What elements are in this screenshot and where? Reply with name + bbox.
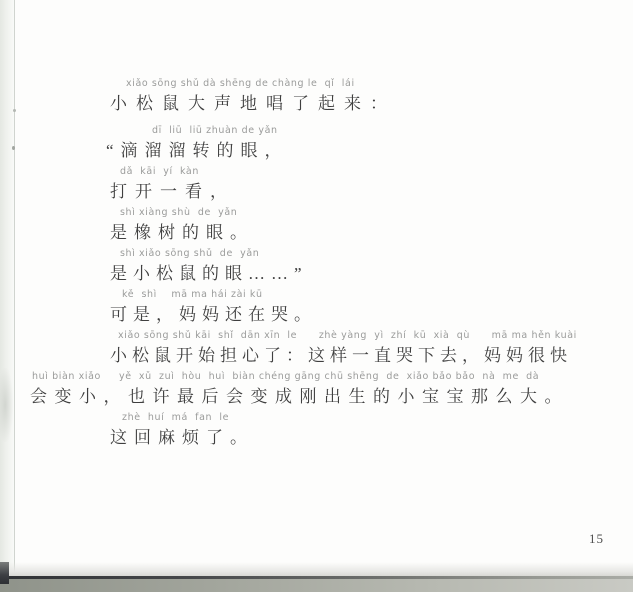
text-line [0, 125, 633, 166]
hanzi-text: 会变小，也许最后会变成刚出生的小宝宝那么大。 [30, 387, 569, 406]
text-line [0, 289, 633, 330]
text-line [0, 412, 633, 453]
text-line [0, 371, 633, 412]
story-text-block [0, 78, 633, 453]
pinyin-text: kě shì mā ma hái zài kū [122, 289, 263, 300]
pinyin-text: xiǎo sōng shǔ dà shēng de chàng le qǐ lái [126, 78, 355, 89]
pinyin-text: shì xiàng shù de yǎn [120, 207, 238, 218]
hanzi-text: 小松鼠开始担心了：这样一直哭下去，妈妈很快 [110, 346, 572, 365]
page-number: 15 [589, 531, 604, 546]
hanzi-text: 是小松鼠的眼……” [110, 264, 308, 283]
text-line [0, 248, 633, 289]
pinyin-text: zhè huí má fan le [122, 412, 230, 423]
hanzi-text: 可是，妈妈还在哭。 [110, 305, 317, 324]
pinyin-text: huì biàn xiǎo yě xǔ zuì hòu huì biàn chéng gāng chū shēng de xiǎo bǎo bǎo nà me dà [32, 371, 540, 382]
page-edge-shade [0, 562, 633, 576]
hanzi-text: 打开一看， [110, 182, 235, 201]
pinyin-text: dī liū liū zhuàn de yǎn [152, 125, 278, 136]
hanzi-text: “滴溜溜转的眼， [106, 141, 289, 160]
pinyin-text: dǎ kāi yí kàn [120, 166, 199, 177]
text-line [0, 207, 633, 248]
hanzi-text: 小松鼠大声地唱了起来： [110, 94, 396, 113]
hanzi-text: 是橡树的眼。 [110, 223, 254, 242]
hanzi-text: 这回麻烦了。 [110, 428, 254, 447]
pinyin-text: shì xiǎo sōng shǔ de yǎn [120, 248, 260, 259]
text-line [0, 330, 633, 371]
text-line [0, 166, 633, 207]
text-line [0, 78, 633, 125]
scan-corner-shadow [0, 562, 9, 584]
scanner-background-band [0, 579, 633, 592]
pinyin-text: xiǎo sōng shǔ kāi shǐ dān xīn le zhè yàng yì zhí kū xià qù mā ma hěn kuài [118, 330, 577, 341]
